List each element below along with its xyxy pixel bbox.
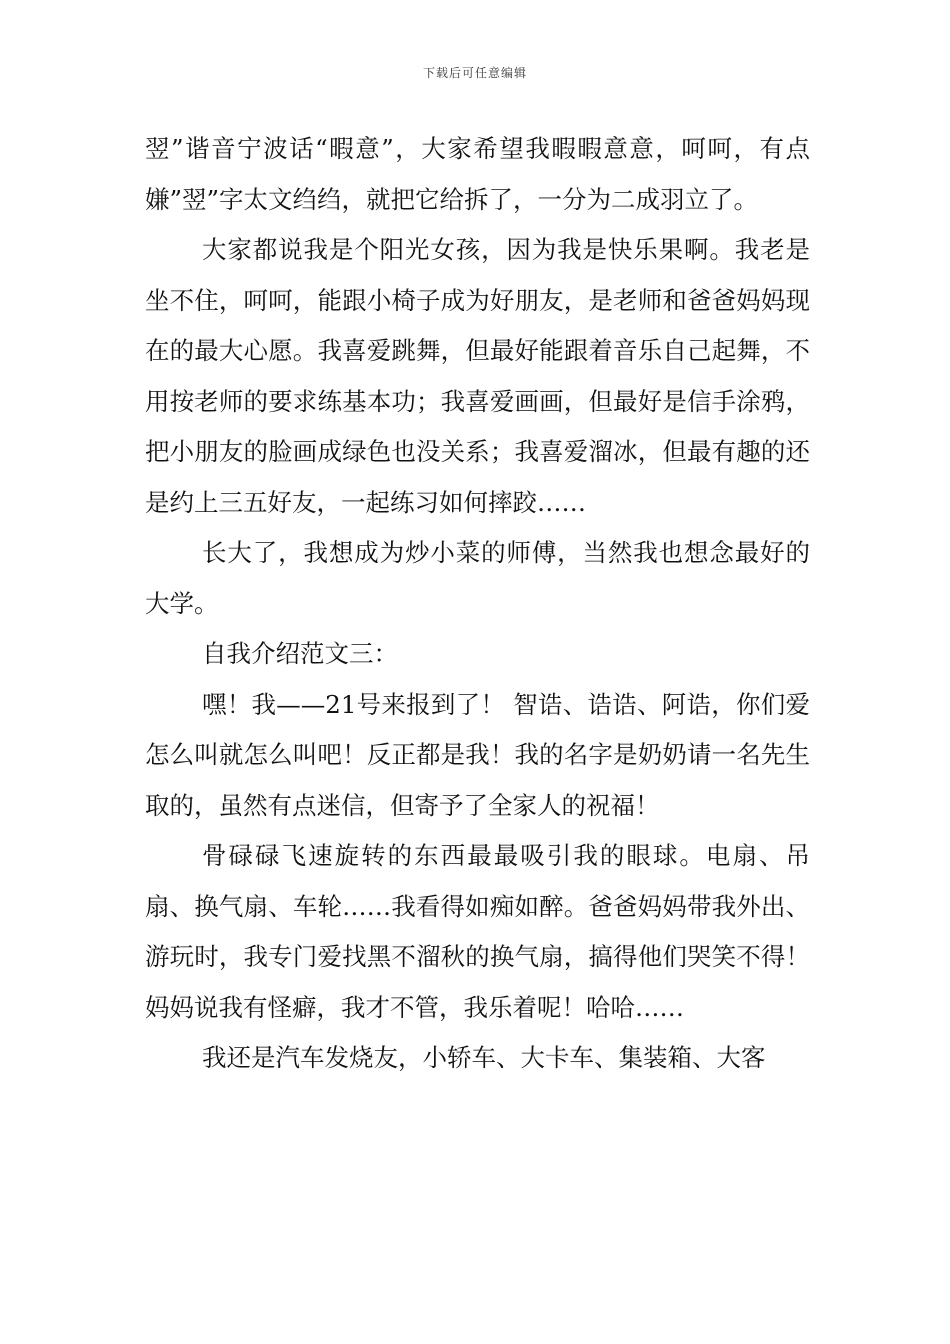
paragraph-spinning-things: 骨碌碌飞速旋转的东西最最吸引我的眼球。电扇、吊扇、换气扇、车轮……我看得如痴如醉。爸爸妈妈带我外出、游玩时，我专门爱找黑不溜秋的换气扇，搞得他们哭笑不得！妈妈说我有怪癖，我才不管，我乐着呢！哈哈…… — [145, 841, 810, 1022]
paragraph-dream: 长大了，我想成为炒小菜的师傅，当然我也想念最好的大学。 — [145, 538, 810, 618]
paragraph-hobbies: 大家都说我是个阳光女孩，因为我是快乐果啊。我老是坐不住，呵呵，能跟小椅子成为好朋友，是老师和爸爸妈妈现在的最大心愿。我喜爱跳舞，但最好能跟着音乐自己起舞，不用按老师的要求练基本功；我喜爱画画，但最好是信手涂鸦，把小朋友的脸画成绿色也没关系；我喜爱溜冰，但最有趣的还是约上三五好友，一起练习如何摔跤…… — [145, 235, 810, 517]
paragraph-car-fan: 我还是汽车发烧友，小轿车、大卡车、集装箱、大客 — [202, 1043, 766, 1072]
section-heading: 自我介绍范文三： — [202, 639, 398, 668]
document-body — [145, 124, 810, 1084]
page-header-note: 下载后可任意编辑 — [422, 66, 527, 80]
paragraph-greeting: 嘿！我——21号来报到了！ 智诰、诰诰、阿诰，你们爱怎么叫就怎么叫吧！反正都是我！我的名字是奶奶请一名先生取的，虽然有点迷信，但寄予了全家人的祝福！ — [145, 689, 810, 820]
paragraph-name-origin: 翌”谐音宁波话“暇意”，大家希望我暇暇意意，呵呵，有点嫌”翌”字太文绉绉，就把它给拆了，一分为二成羽立了。 — [145, 134, 810, 214]
